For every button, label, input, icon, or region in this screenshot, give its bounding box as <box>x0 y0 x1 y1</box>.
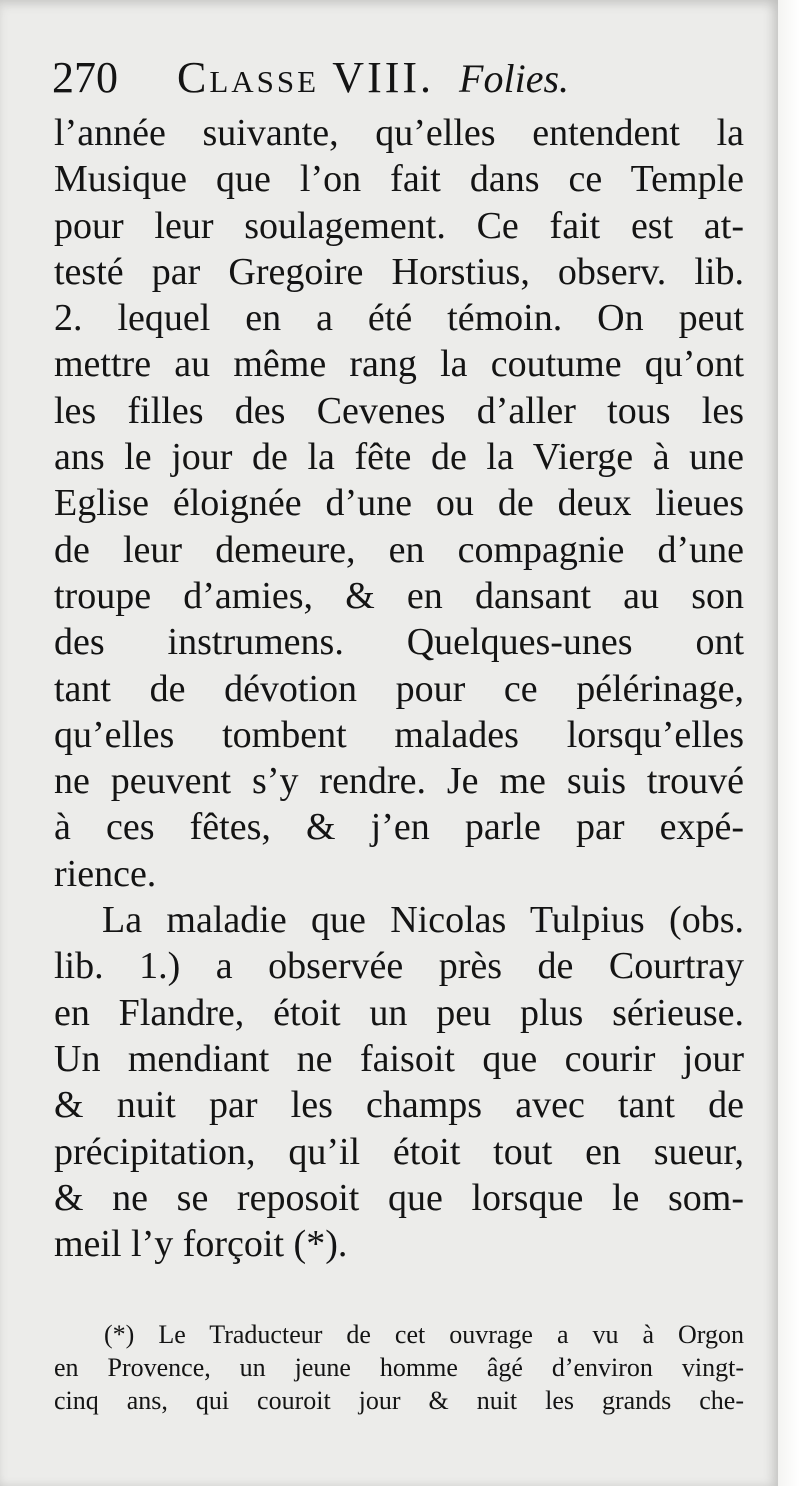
footnote-line: en Provence, un jeune homme âgé d’environ vingt- <box>54 1353 744 1382</box>
text-line: & ne se reposoit que lorsque le som- <box>54 1176 744 1219</box>
text-line: à ces fêtes, & j’en parle par expé- <box>54 806 744 849</box>
paragraph-end-line: rience. <box>54 852 157 895</box>
text-line: Eglise éloignée d’une ou de deux lieues <box>54 482 744 525</box>
footnote <box>54 1318 744 1417</box>
paragraph-start-line: La maladie que Nicolas Tulpius (obs. <box>102 899 744 942</box>
text-line: des instrumens. Quelques-unes ont <box>54 621 744 664</box>
text-line: troupe d’amies, & en dansant au son <box>54 574 744 617</box>
text-line: en Flandre, étoit un peu plus sérieuse. <box>54 991 744 1034</box>
page-number: 270 <box>52 53 118 102</box>
text-line: qu’elles tombent malades lorsqu’elles <box>54 713 744 756</box>
paragraph-end-line: meil l’y forçoit (*). <box>54 1223 348 1266</box>
chapter-title: Folies. <box>459 56 570 101</box>
class-title: Classe VIII. <box>177 53 435 102</box>
text-line: 2. lequel en a été témoin. On peut <box>54 297 744 340</box>
text-line: Musique que l’on fait dans ce Temple <box>54 158 744 201</box>
page-edge <box>778 0 800 1486</box>
text-line: de leur demeure, en compagnie d’une <box>54 528 744 571</box>
text-line: mettre au même rang la coutume qu’ont <box>54 343 744 386</box>
text-line: l’année suivante, qu’elles entendent la <box>54 112 744 154</box>
text-line: Un mendiant ne faisoit que courir jour <box>54 1037 744 1080</box>
running-header <box>52 50 742 106</box>
footnote-line: (*) Le Traducteur de cet ouvrage a vu à Orgon <box>104 1320 744 1349</box>
text-line: précipitation, qu’il étoit tout en sueur, <box>54 1130 744 1173</box>
body-text <box>54 110 744 1267</box>
text-line: pour leur soulagement. Ce fait est at- <box>54 204 744 247</box>
text-line: lib. 1.) a observée près de Courtray <box>54 945 744 988</box>
footnote-line: cinq ans, qui couroit jour & nuit les grands che- <box>54 1386 744 1415</box>
text-line: tant de dévotion pour ce pélérinage, <box>54 667 744 710</box>
text-line: ne peuvent s’y rendre. Je me suis trouvé <box>54 760 744 803</box>
text-line: & nuit par les champs avec tant de <box>54 1084 744 1127</box>
text-line: les filles des Cevenes d’aller tous les <box>54 389 744 432</box>
text-line: testé par Gregoire Horstius, observ. lib. <box>54 250 744 293</box>
text-line: ans le jour de la fête de la Vierge à une <box>54 436 744 479</box>
